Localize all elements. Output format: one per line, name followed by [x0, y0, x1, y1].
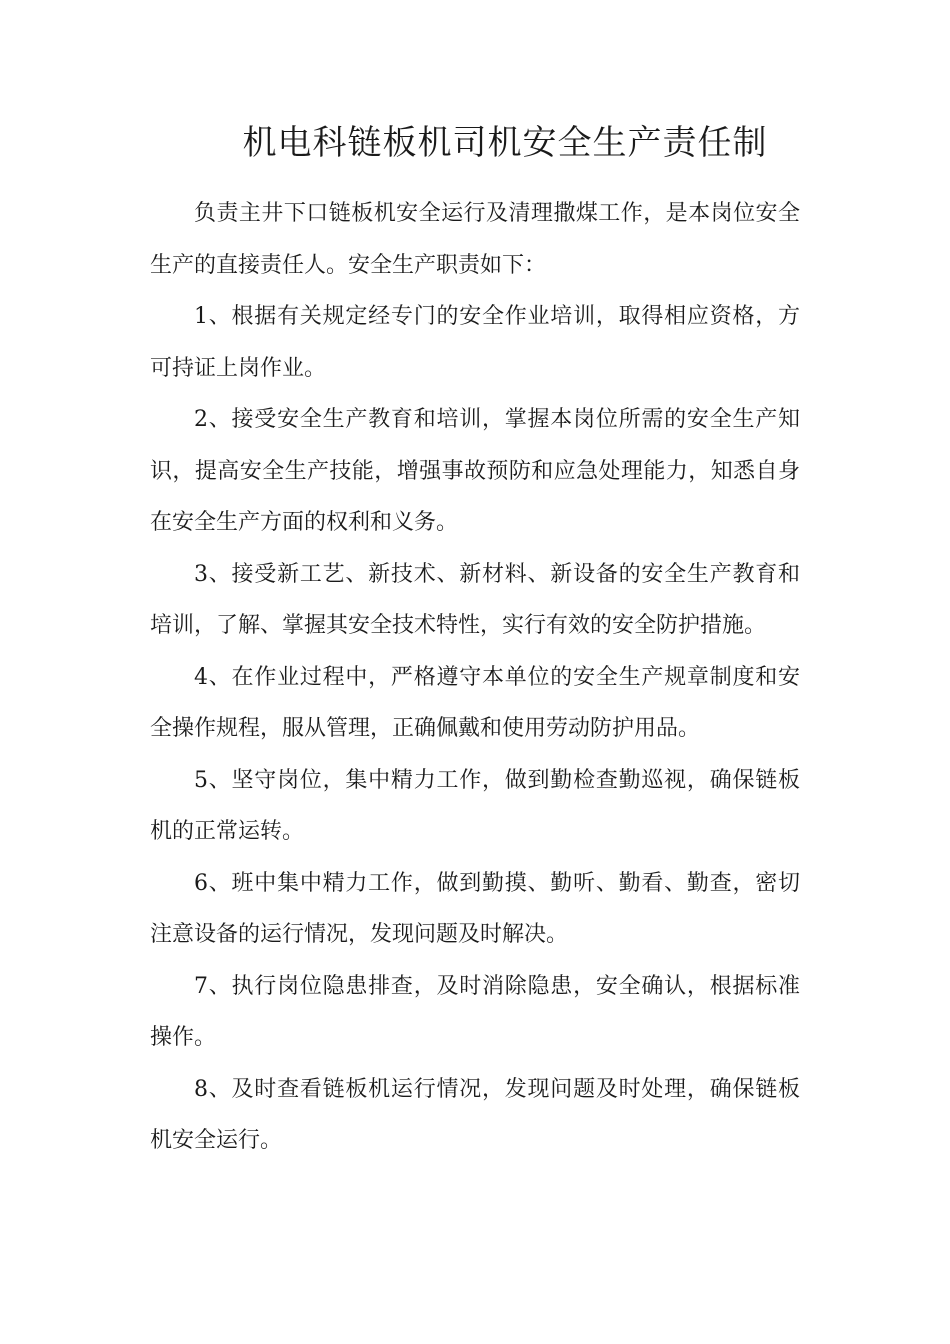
- document-body: [150, 188, 800, 1167]
- duty-item-5: 5、坚守岗位，集中精力工作，做到勤检查勤巡视，确保链板机的正常运转。: [150, 767, 800, 844]
- document-title: 机电科链板机司机安全生产责任制: [242, 123, 768, 163]
- intro-paragraph: 负责主井下口链板机安全运行及清理撒煤工作，是本岗位安全生产的直接责任人。安全生产职责如下：: [150, 201, 800, 278]
- duty-item-3: 3、接受新工艺、新技术、新材料、新设备的安全生产教育和培训，了解、掌握其安全技术特性，实行有效的安全防护措施。: [150, 561, 800, 638]
- duty-item-6: 6、班中集中精力工作，做到勤摸、勤听、勤看、勤查，密切注意设备的运行情况，发现问题及时解决。: [150, 870, 800, 947]
- duty-item-8: 8、及时查看链板机运行情况，发现问题及时处理，确保链板机安全运行。: [150, 1076, 800, 1153]
- duty-item-2: 2、接受安全生产教育和培训，掌握本岗位所需的安全生产知识，提高安全生产技能，增强事故预防和应急处理能力，知悉自身在安全生产方面的权利和义务。: [150, 407, 800, 535]
- duty-item-4: 4、在作业过程中，严格遵守本单位的安全生产规章制度和安全操作规程，服从管理，正确佩戴和使用劳动防护用品。: [150, 664, 800, 741]
- duty-item-7: 7、执行岗位隐患排查，及时消除隐患，安全确认，根据标准操作。: [150, 973, 800, 1050]
- duty-item-1: 1、根据有关规定经专门的安全作业培训，取得相应资格，方可持证上岗作业。: [150, 304, 800, 381]
